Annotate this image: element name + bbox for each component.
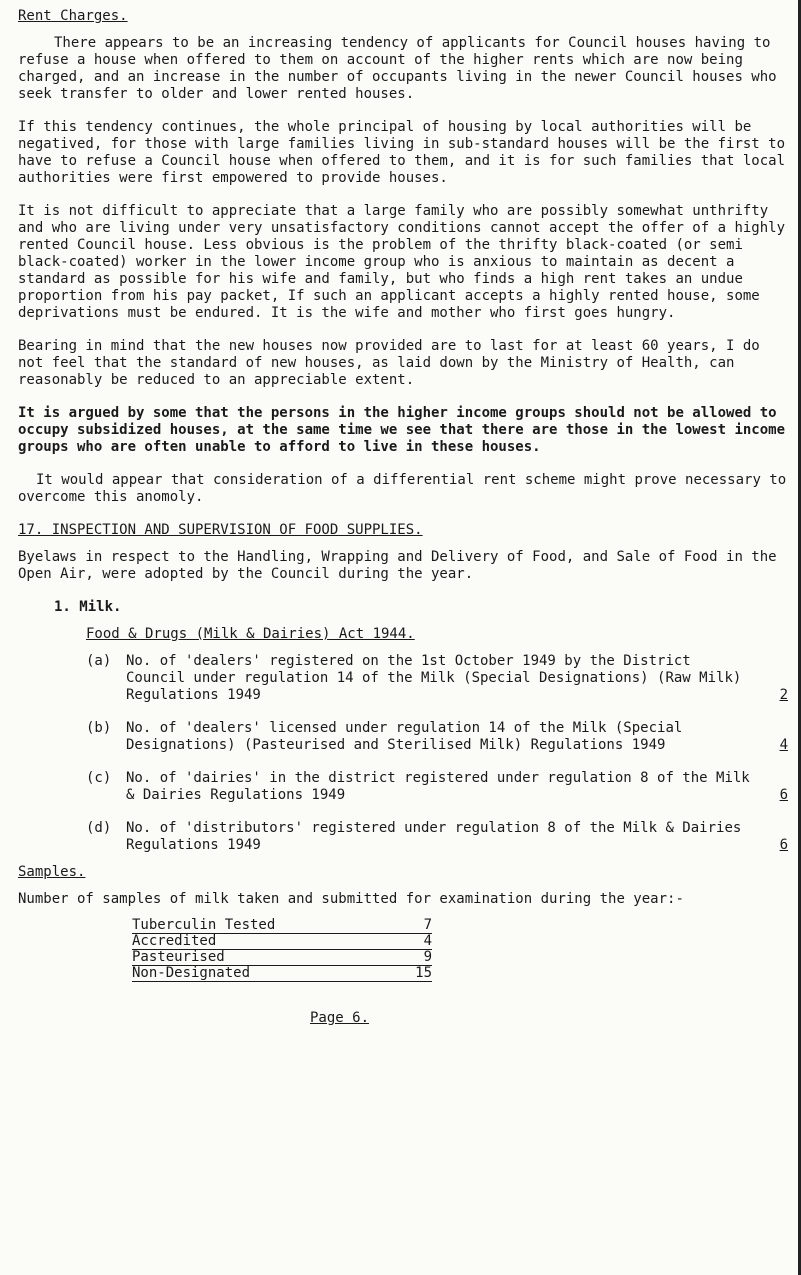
samples-intro: Number of samples of milk taken and submitted for examination during the year:- bbox=[18, 891, 684, 907]
item-tag: (d) bbox=[86, 820, 112, 836]
rent-paragraph-4: Bearing in mind that the new houses now provided are to last for at least 60 years, I do not feel that the standard of new houses, as laid down by the Ministry of Health, can reasonably be reduced to an appreciable extent. bbox=[18, 338, 769, 388]
item-tag: (b) bbox=[86, 720, 112, 736]
sample-label: Pasteurised bbox=[132, 949, 225, 965]
list-item bbox=[86, 720, 788, 754]
sample-value: 15 bbox=[415, 965, 432, 981]
table-row bbox=[132, 934, 432, 950]
rent-paragraph-5: It is argued by some that the persons in the higher income groups should not be allowed to occupy subsidized houses, at the same time we see that there are those in the lowest income groups who are often unable to afford to live in these houses. bbox=[18, 405, 794, 455]
item-value: 6 bbox=[779, 837, 788, 853]
item-value: 2 bbox=[779, 687, 788, 703]
rent-paragraph-2: If this tendency continues, the whole principal of housing by local authorities will be negatived, for those with large families living in sub-standard houses will be the first to have to refuse a Council house when offered to them, and it is for such families that local authorities were first empowered to provide houses. bbox=[18, 119, 794, 186]
sample-label: Accredited bbox=[132, 933, 217, 949]
sample-value: 7 bbox=[423, 917, 432, 933]
milk-register-list bbox=[18, 653, 788, 854]
item-text: No. of 'dairies' in the district registered under regulation 8 of the Milk & Dairies Regulations 1949 bbox=[126, 770, 759, 803]
item-value: 4 bbox=[779, 737, 788, 753]
table-row bbox=[132, 950, 432, 966]
page-number: Page 6. bbox=[310, 1010, 370, 1026]
item-text: No. of 'dealers' licensed under regulation 14 of the Milk (Special Designations) (Pasteurised and Sterilised Milk) Regulations 1949 bbox=[126, 720, 691, 753]
list-item bbox=[86, 653, 788, 704]
samples-table bbox=[132, 918, 432, 982]
sample-label: Tuberculin Tested bbox=[132, 917, 276, 933]
document-page bbox=[18, 8, 795, 1027]
table-row bbox=[132, 918, 432, 934]
item-tag: (a) bbox=[86, 653, 112, 669]
inspection-heading: 17. INSPECTION AND SUPERVISION OF FOOD SUPPLIES. bbox=[18, 522, 423, 538]
sample-label: Non-Designated bbox=[132, 965, 251, 981]
rent-paragraph-3: It is not difficult to appreciate that a large family who are possibly somewhat unthrifty and who are living under very unsatisfactory conditions cannot accept the offer of a highly rented Council house. Less obvious is the problem of the thrifty black-coated (or semi black-coated) worker in the lower income group who is anxious to maintain as decent a standard as possible for his wife and family, but who finds a high rent takes an undue proportion from his pay packet, If such an applicant accepts a highly rented house, some deprivations must be endured. It is the wife and mother who first goes hungry. bbox=[18, 203, 794, 321]
act-heading: Food & Drugs (Milk & Dairies) Act 1944. bbox=[86, 626, 415, 642]
inspection-paragraph: Byelaws in respect to the Handling, Wrapping and Delivery of Food, and Sale of Food in the Open Air, were adopted by the Council during the year. bbox=[18, 549, 786, 582]
rent-paragraph-6: It would appear that consideration of a differential rent scheme might prove necessary to overcome this anomoly. bbox=[18, 472, 795, 505]
milk-heading: 1. Milk. bbox=[54, 599, 122, 615]
sample-value: 4 bbox=[423, 933, 432, 949]
item-text: No. of 'dealers' registered on the 1st October 1949 by the District Council under regulation 14 of the Milk (Special Designations) (Raw Milk) Regulations 1949 bbox=[126, 653, 750, 703]
rent-charges-heading: Rent Charges. bbox=[18, 8, 128, 24]
item-text: No. of 'distributors' registered under regulation 8 of the Milk & Dairies Regulations 1949 bbox=[126, 820, 750, 853]
sample-value: 9 bbox=[423, 949, 432, 965]
table-row bbox=[132, 966, 432, 982]
item-tag: (c) bbox=[86, 770, 112, 786]
rent-paragraph-1: There appears to be an increasing tendency of applicants for Council houses having to refuse a house when offered to them on account of the higher rents which are now being charged, and an increase in the number of occupants living in the newer Council houses who seek transfer to older and lower rented houses. bbox=[18, 35, 786, 102]
list-item bbox=[86, 770, 788, 804]
list-item bbox=[86, 820, 788, 854]
samples-heading: Samples. bbox=[18, 864, 86, 880]
item-value: 6 bbox=[779, 787, 788, 803]
